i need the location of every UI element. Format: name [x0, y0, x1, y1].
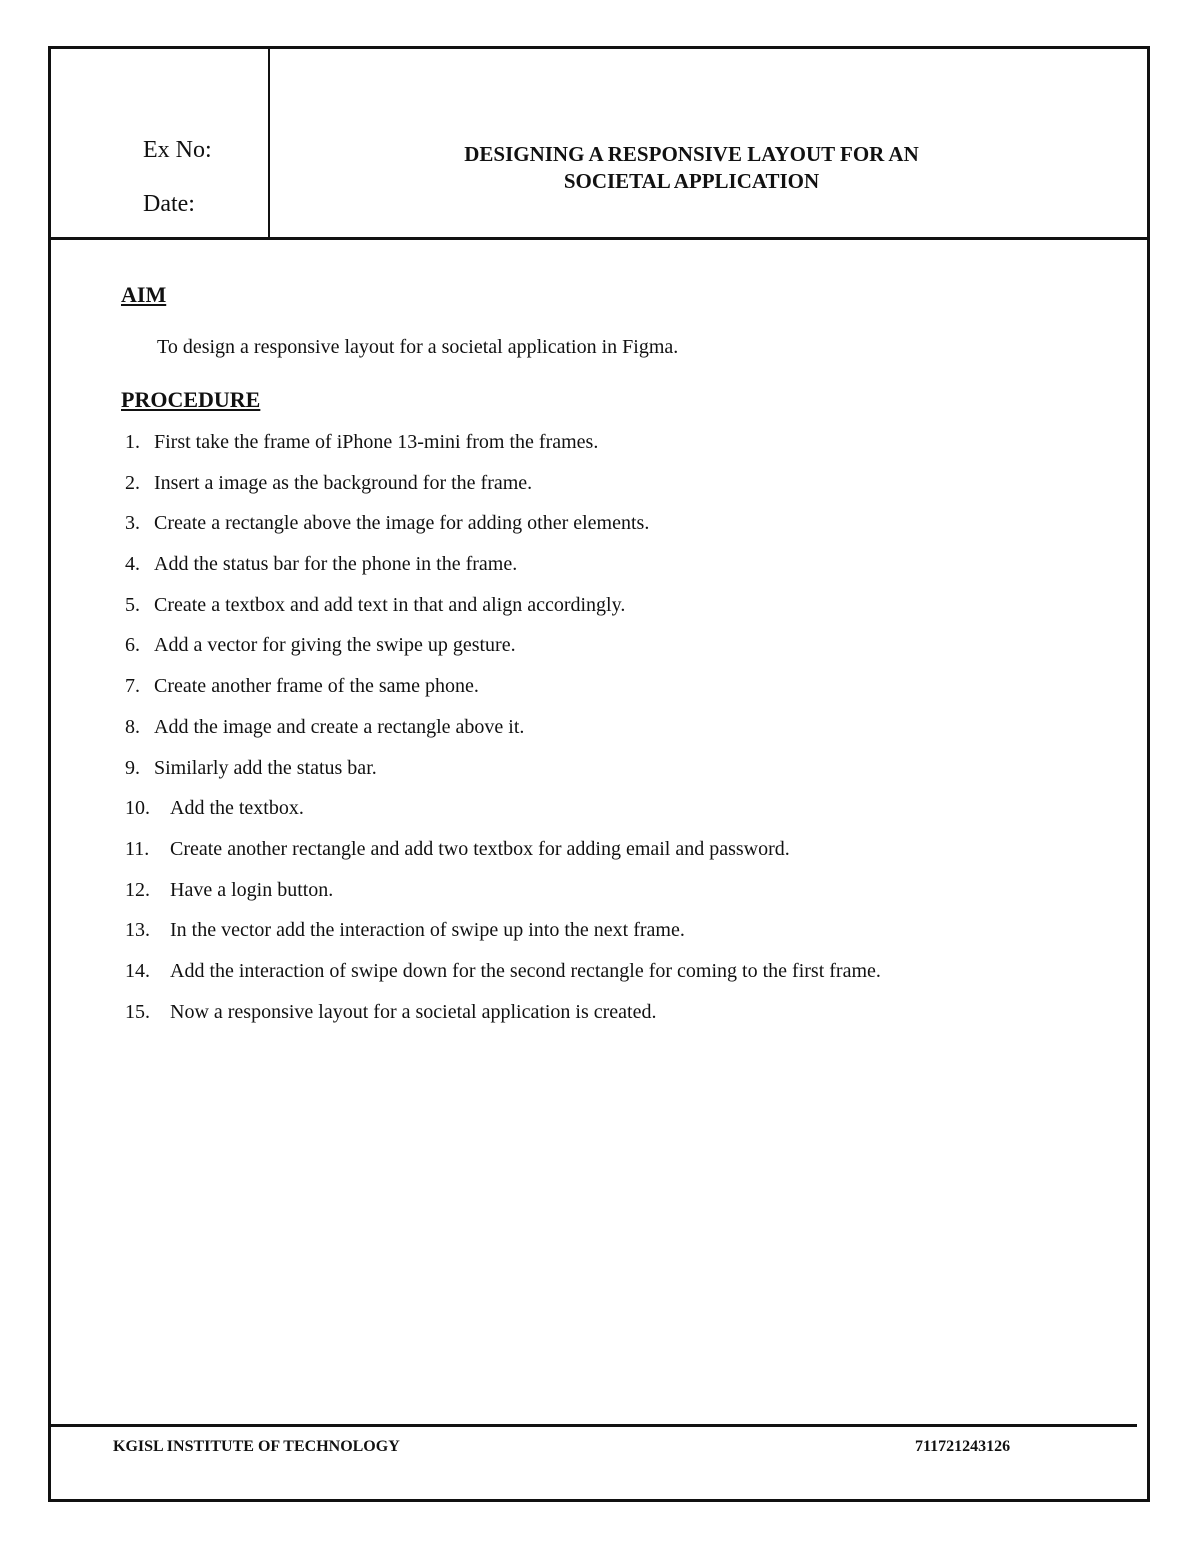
step-number: 4. — [125, 553, 140, 576]
title-line-1: DESIGNING A RESPONSIVE LAYOUT FOR AN — [464, 142, 919, 166]
step-number: 14. — [125, 959, 150, 982]
procedure-step — [125, 753, 881, 794]
step-text: Add the image and create a rectangle above it. — [154, 715, 525, 738]
procedure-steps — [125, 427, 881, 1037]
header-left-cell — [51, 49, 270, 237]
step-text: Now a responsive layout for a societal application is created. — [170, 1000, 657, 1023]
step-number: 13. — [125, 919, 150, 942]
ex-no-label: Ex No: — [143, 137, 212, 163]
procedure-step — [125, 712, 881, 753]
step-text: Create another frame of the same phone. — [154, 675, 479, 698]
procedure-step — [125, 956, 881, 997]
step-text: Similarly add the status bar. — [154, 756, 377, 779]
footer-roll-number: 711721243126 — [915, 1438, 1011, 1455]
step-text: In the vector add the interaction of swipe up into the next frame. — [170, 919, 685, 942]
step-number: 15. — [125, 1000, 150, 1023]
footer-institute: KGISL INSTITUTE OF TECHNOLOGY — [113, 1438, 400, 1455]
step-number: 6. — [125, 634, 140, 657]
step-text: Have a login button. — [170, 878, 334, 901]
footer-divider — [51, 1424, 1137, 1427]
step-number: 5. — [125, 593, 140, 616]
step-number: 8. — [125, 715, 140, 738]
procedure-step — [125, 549, 881, 590]
procedure-step — [125, 508, 881, 549]
step-text: First take the frame of iPhone 13-mini from the frames. — [154, 431, 599, 453]
step-text: Add a vector for giving the swipe up gesture. — [154, 634, 516, 657]
step-number: 1. — [125, 431, 140, 453]
step-text: Create another rectangle and add two textbox for adding email and password. — [170, 837, 790, 860]
step-text: Add the interaction of swipe down for the second rectangle for coming to the first frame. — [170, 959, 881, 982]
step-number: 9. — [125, 756, 140, 779]
date-label: Date: — [143, 191, 195, 217]
procedure-step — [125, 590, 881, 631]
procedure-step — [125, 468, 881, 509]
step-text: Create a rectangle above the image for adding other elements. — [154, 512, 650, 535]
step-number: 7. — [125, 675, 140, 698]
procedure-heading: PROCEDURE — [121, 387, 261, 412]
procedure-step — [125, 834, 881, 875]
step-text: Add the status bar for the phone in the frame. — [154, 553, 518, 576]
step-number: 2. — [125, 471, 140, 494]
step-text: Add the textbox. — [170, 797, 304, 820]
step-number: 11. — [125, 837, 150, 860]
procedure-step — [125, 427, 881, 468]
title-line-2: SOCIETAL APPLICATION — [563, 169, 820, 193]
step-text: Insert a image as the background for the frame. — [154, 471, 533, 494]
aim-text: To design a responsive layout for a societal application in Figma. — [157, 336, 679, 358]
aim-heading: AIM — [121, 282, 167, 307]
page-frame — [48, 46, 1150, 1502]
procedure-step — [125, 915, 881, 956]
header-table — [51, 49, 1147, 240]
page-title — [270, 141, 1147, 195]
procedure-step — [125, 997, 881, 1038]
step-number: 3. — [125, 512, 140, 535]
procedure-step — [125, 875, 881, 916]
procedure-step — [125, 671, 881, 712]
step-text: Create a textbox and add text in that and align accordingly. — [154, 593, 626, 616]
step-number: 12. — [125, 878, 150, 901]
procedure-step — [125, 630, 881, 671]
procedure-step — [125, 793, 881, 834]
step-number: 10. — [125, 797, 150, 820]
